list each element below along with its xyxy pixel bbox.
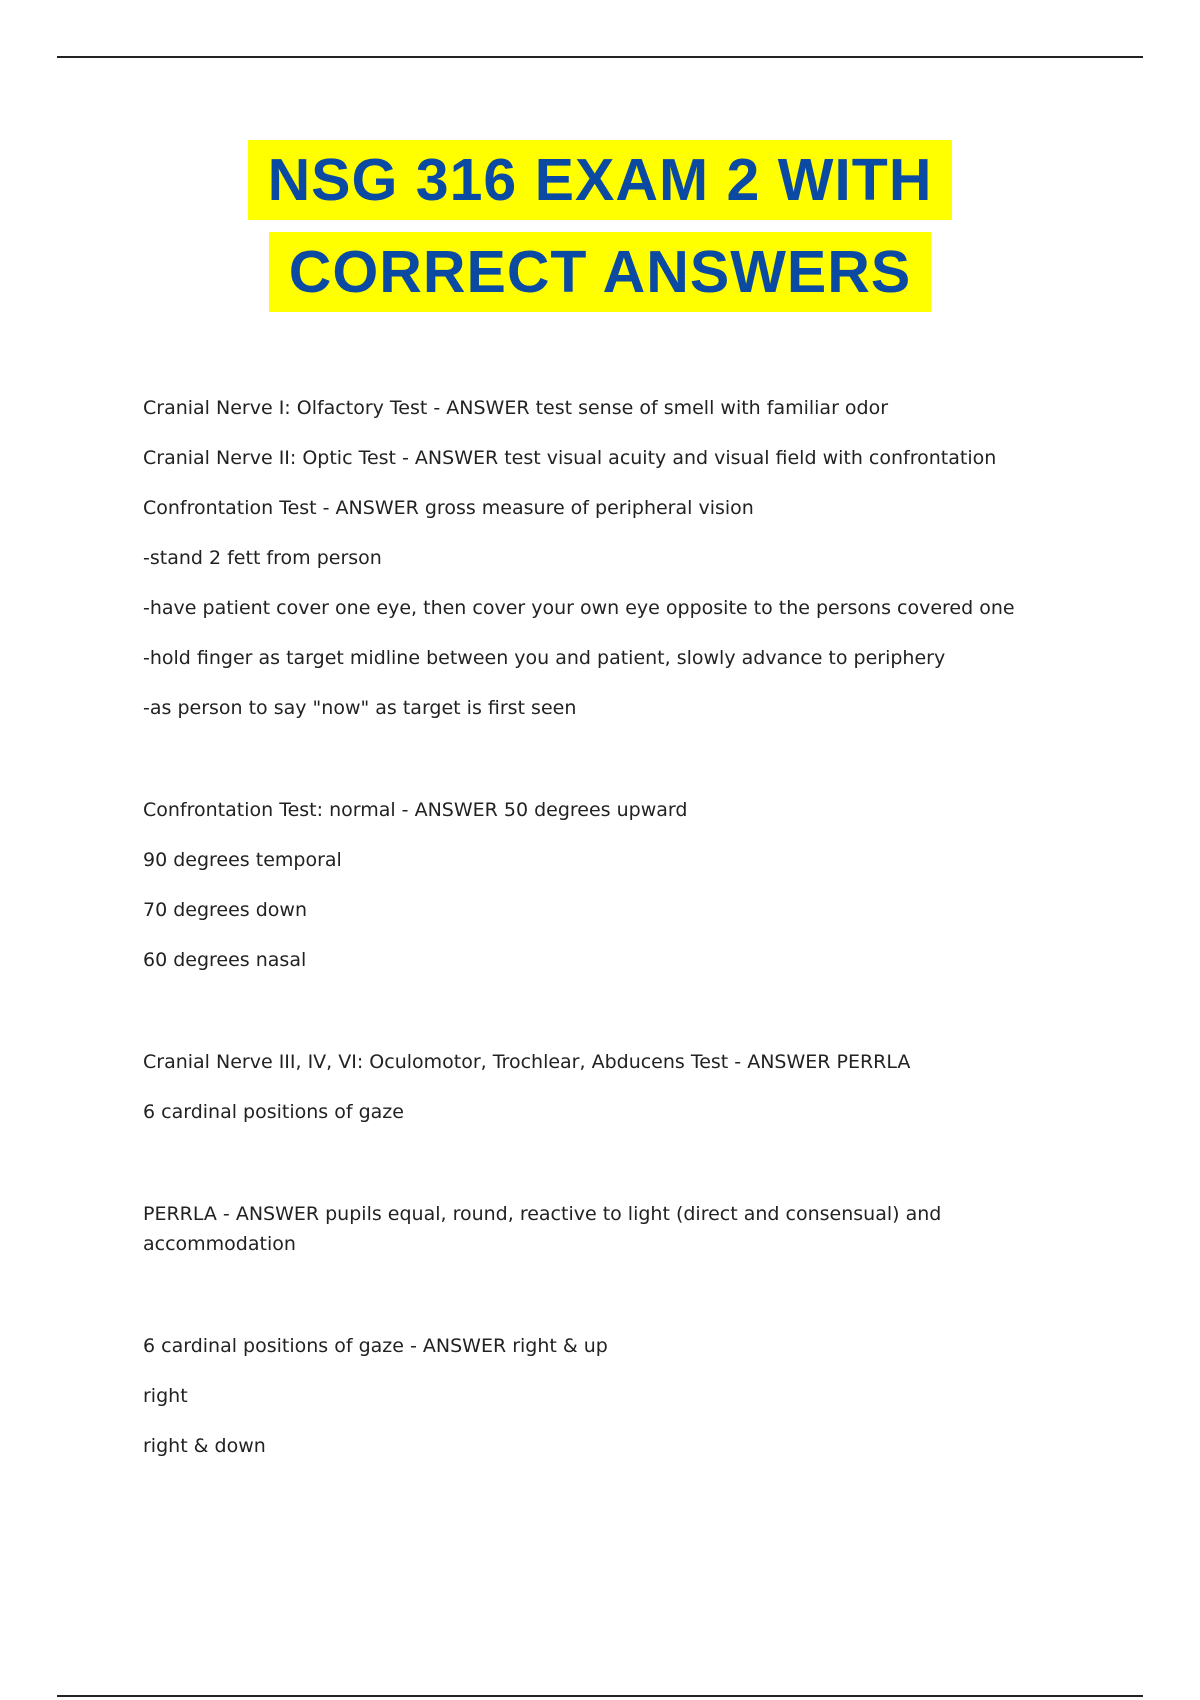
qa-line: Confrontation Test - ANSWER gross measure of peripheral vision xyxy=(143,497,754,519)
qa-line: -stand 2 fett from person xyxy=(143,547,382,569)
qa-line: Confrontation Test: normal - ANSWER 50 degrees upward xyxy=(143,799,688,821)
document-body xyxy=(143,393,1063,1461)
qa-line: right xyxy=(143,1385,188,1407)
qa-line: 60 degrees nasal xyxy=(143,949,307,971)
title-line-1: NSG 316 EXAM 2 WITH xyxy=(248,140,953,220)
qa-line: 90 degrees temporal xyxy=(143,849,342,871)
qa-line: -have patient cover one eye, then cover your own eye opposite to the persons covered one xyxy=(143,597,1015,619)
qa-line: -as person to say "now" as target is first seen xyxy=(143,697,577,719)
qa-line: Cranial Nerve II: Optic Test - ANSWER test visual acuity and visual field with confrontation xyxy=(143,447,997,469)
document-title xyxy=(0,140,1200,324)
qa-line: 6 cardinal positions of gaze xyxy=(143,1101,404,1123)
qa-line: -hold finger as target midline between you and patient, slowly advance to periphery xyxy=(143,647,946,669)
qa-line: 70 degrees down xyxy=(143,899,308,921)
qa-line: Cranial Nerve I: Olfactory Test - ANSWER test sense of smell with familiar odor xyxy=(143,397,889,419)
qa-line: Cranial Nerve III, IV, VI: Oculomotor, Trochlear, Abducens Test - ANSWER PERRLA xyxy=(143,1051,911,1073)
qa-line: PERRLA - ANSWER pupils equal, round, reactive to light (direct and consensual) and accommodation xyxy=(143,1203,942,1255)
qa-line: right & down xyxy=(143,1435,266,1457)
bottom-divider xyxy=(57,1695,1143,1697)
qa-line: 6 cardinal positions of gaze - ANSWER right & up xyxy=(143,1335,608,1357)
top-divider xyxy=(57,56,1143,58)
title-line-2: CORRECT ANSWERS xyxy=(269,232,932,312)
